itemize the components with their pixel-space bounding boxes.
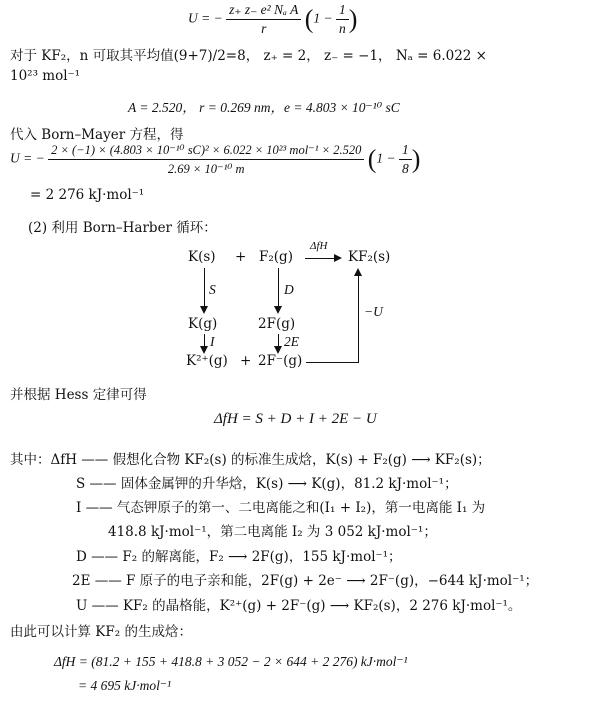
cycle-plus-1: + xyxy=(235,249,247,265)
hess-equation: ΔfH = S + D + I + 2E − U xyxy=(214,411,377,427)
eq1-denominator: r xyxy=(261,21,267,36)
text-line-3: 10²³ mol⁻¹ xyxy=(10,68,81,84)
cycle-d-arrow-head xyxy=(274,306,282,314)
eq1-inner-denominator: n xyxy=(339,21,346,36)
definition-u: U —— KF₂ 的晶格能，K²⁺(g) + 2F⁻(g) ⟶ KF₂(s)，2 276 kJ·mol⁻¹。 xyxy=(76,598,522,614)
cycle-return-horizontal xyxy=(306,362,358,363)
eq2-fraction xyxy=(48,142,364,177)
cycle-2e-label: 2E xyxy=(284,334,299,349)
definition-dfh: 其中：ΔfH —— 假想化合物 KF₂(s) 的标准生成焓，K(s) + F₂(g) ⟶ KF₂(s)； xyxy=(10,452,491,468)
eq1-numerator: z₊ z₋ e² Nₐ A xyxy=(226,2,301,20)
eq1-lhs: U = − xyxy=(188,10,223,26)
text-line-2: 对于 KF₂，n 可取其平均值(9+7)/2=8， z₊ = 2， z₋ = −1， Nₐ = 6.022 × xyxy=(10,48,487,64)
eq2-lhs: U = − xyxy=(10,150,45,166)
cycle-i-label: I xyxy=(210,334,215,349)
eq1-paren-pre: 1 − xyxy=(313,10,337,26)
cycle-k2-g: K²⁺(g) xyxy=(186,353,228,369)
eq1-inner-numerator: 1 xyxy=(336,2,349,20)
text-line-5: 代入 Born–Mayer 方程，得 xyxy=(10,127,184,143)
final-equation-1: ΔfH = (81.2 + 155 + 418.8 + 3 052 − 2 × 644 + 2 276) kJ·mol⁻¹ xyxy=(54,654,408,669)
cycle-s-arrow-line xyxy=(204,268,205,308)
cycle-top-arrow-head xyxy=(334,254,342,262)
cycle-k-g: K(g) xyxy=(188,316,218,332)
text-hess-intro: 并根据 Hess 定律可得 xyxy=(10,387,147,403)
substituted-equation: U = − $\frac{\text{2 × (−1) × (4.803 × 10⁻¹⁰ sC)² × 6.022 × 10²³ mol⁻¹ × 2.520}}{\text{2.69 × 10⁻¹⁰ m}}$ (1 − $\frac{1}{8}$ ) xyxy=(10,142,421,176)
cycle-return-vertical xyxy=(358,276,359,363)
eq2-numerator: 2 × (−1) × (4.803 × 10⁻¹⁰ sC)² × 6.022 × 10²³ mol⁻¹ × 2.520 xyxy=(48,142,364,160)
cycle-d-arrow-line xyxy=(278,268,279,308)
cycle-neg-u-label: −U xyxy=(364,304,383,319)
definition-i: I —— 气态钾原子的第一、二电离能之和(I₁ + I₂)，第一电离能 I₁ 为 xyxy=(76,500,486,516)
cycle-f2-g: F₂(g) xyxy=(259,249,293,265)
eq2-inner-denominator: 8 xyxy=(402,161,409,176)
definition-s: S —— 固体金属钾的升华焓，K(s) ⟶ K(g)，81.2 kJ·mol⁻¹； xyxy=(76,476,458,492)
eq2-paren-pre: 1 − xyxy=(376,150,399,166)
cycle-2f-g: 2F(g) xyxy=(258,316,296,332)
eq1-inner-fraction xyxy=(336,2,349,37)
text-line-7: = 2 276 kJ·mol⁻¹ xyxy=(30,187,145,203)
cycle-return-arrow-head xyxy=(354,268,362,276)
born-mayer-equation: U = − $\frac{\text{z₊ z₋ e² Nₐ A}}{r}$ (1 − $\frac{1}{n}$ ) xyxy=(188,2,358,36)
eq2-denominator: 2.69 × 10⁻¹⁰ m xyxy=(167,162,245,176)
cycle-top-arrow-line xyxy=(305,258,335,259)
eq1-fraction xyxy=(226,2,301,37)
cycle-s-label: S xyxy=(209,282,216,297)
text-line-8: (2) 利用 Born–Harber 循环： xyxy=(28,220,217,236)
cycle-arrow-label: ΔfH xyxy=(310,240,328,252)
eq2-inner-fraction xyxy=(399,142,412,177)
cycle-s-arrow-head xyxy=(200,306,208,314)
cycle-kf2-s: KF₂(s) xyxy=(348,249,391,265)
definition-i-cont: 418.8 kJ·mol⁻¹，第二电离能 I₂ 为 3 052 kJ·mol⁻¹； xyxy=(108,524,437,540)
definition-2e: 2E —— F 原子的电子亲和能，2F(g) + 2e⁻ ⟶ 2F⁻(g)，−644 kJ·mol⁻¹； xyxy=(72,573,539,589)
cycle-d-label: D xyxy=(284,282,294,297)
text-line-4: A = 2.520， r = 0.269 nm，e = 4.803 × 10⁻¹⁰ sC xyxy=(128,100,400,115)
cycle-k-s: K(s) xyxy=(188,249,216,265)
text-calc-intro: 由此可以计算 KF₂ 的生成焓： xyxy=(10,624,192,640)
definition-d: D —— F₂ 的解离能，F₂ ⟶ 2F(g)，155 kJ·mol⁻¹； xyxy=(76,549,402,565)
final-equation-2: = 4 695 kJ·mol⁻¹ xyxy=(78,678,172,693)
eq2-inner-numerator: 1 xyxy=(399,142,412,160)
cycle-plus-2: + xyxy=(240,353,252,369)
cycle-2fm-g: 2F⁻(g) xyxy=(258,353,303,369)
